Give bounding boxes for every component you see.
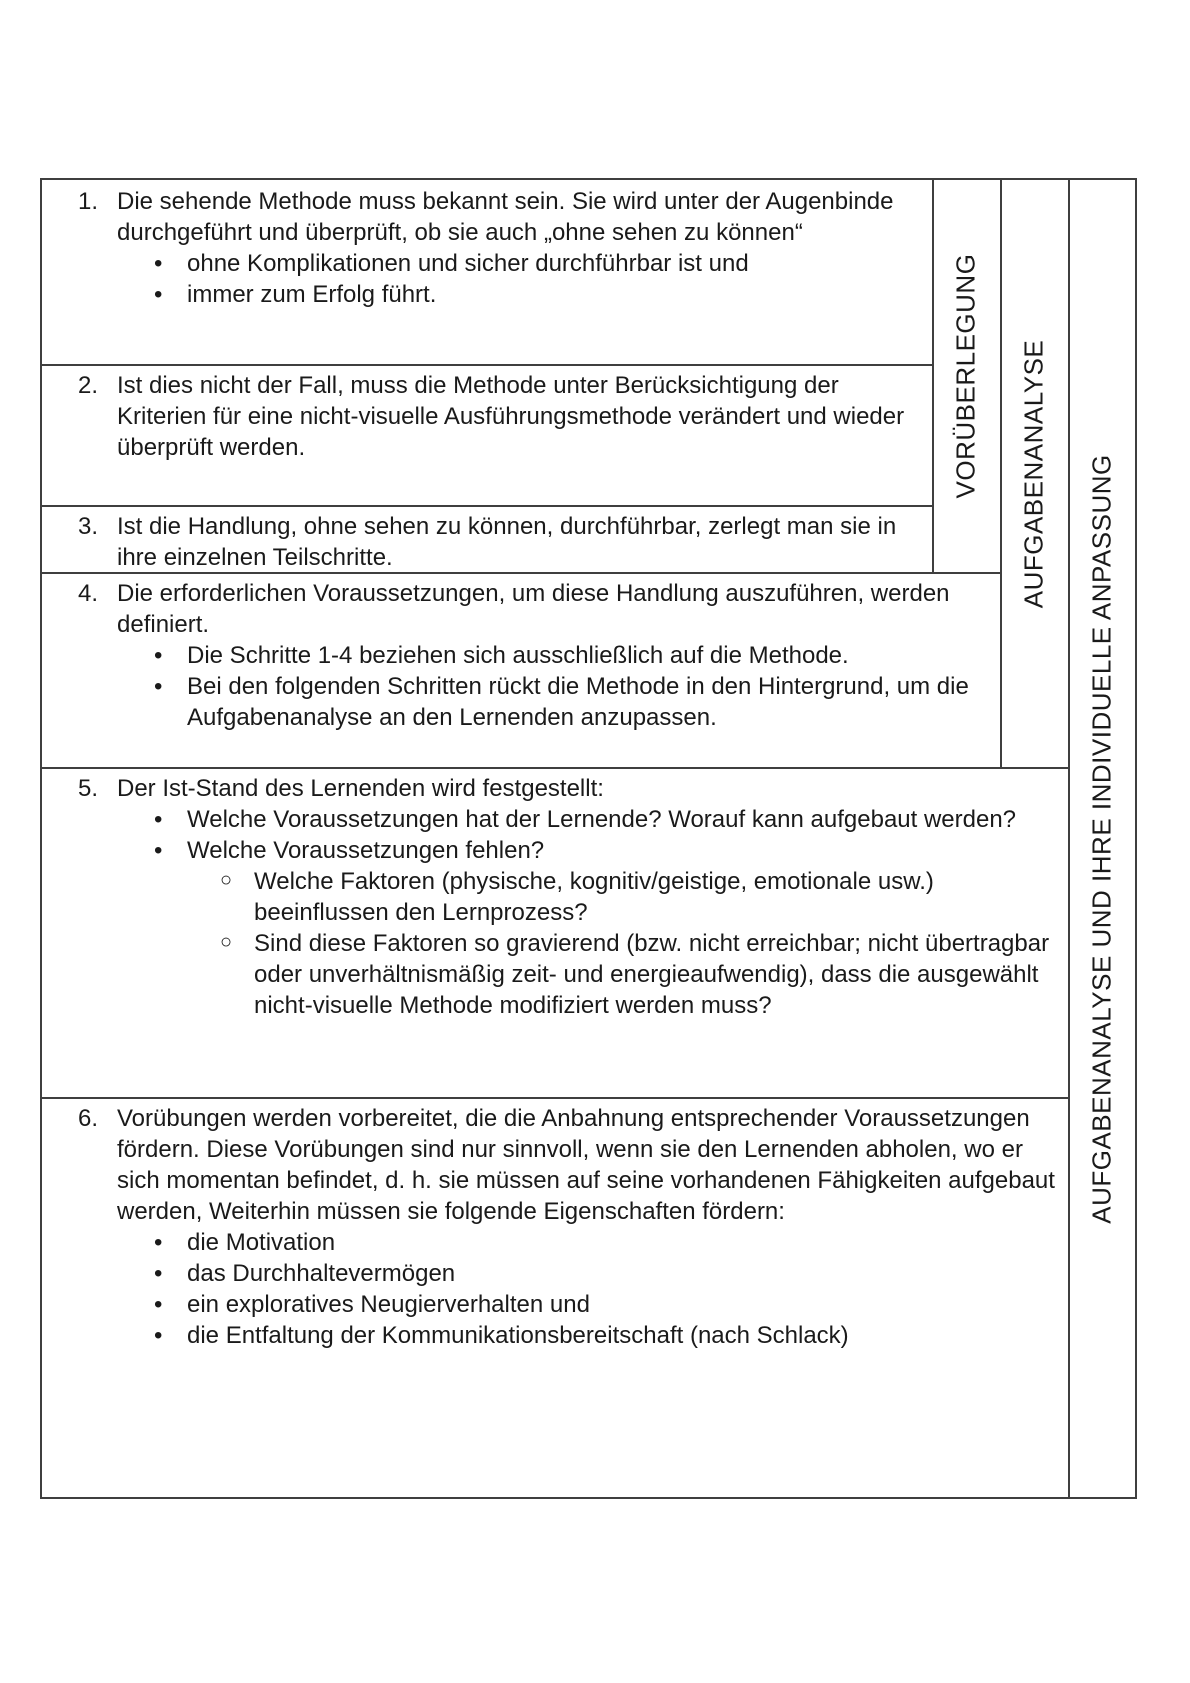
table-cell-step-2 [42, 364, 934, 507]
list-number: 1. [78, 188, 99, 215]
table-cell-step-1 [42, 180, 934, 366]
bullet-text: Welche Voraussetzungen hat der Lernende? Worauf kann aufgebaut werden? [187, 806, 1017, 833]
list-number: 2. [78, 372, 99, 399]
list-item [42, 279, 932, 310]
bullet-text: ohne Komplikationen und sicher durchführbar ist und [187, 250, 749, 277]
table-cell-step-6 [42, 1097, 1070, 1497]
bullet-icon: • [154, 673, 163, 700]
list-item [42, 578, 1000, 640]
step-text: Ist dies nicht der Fall, muss die Methode unter Berücksichtigung der Kriterien für eine nicht-visuelle Ausführungsmethode verändert und wieder überprüft werden. [117, 372, 905, 461]
bullet-text: Welche Voraussetzungen fehlen? [187, 837, 545, 864]
list-item [42, 511, 932, 573]
list-item [42, 248, 932, 279]
list-number: 3. [78, 513, 99, 540]
phase-column-voruberlegung [932, 180, 1002, 574]
bullet-icon: • [154, 1291, 163, 1318]
list-item [42, 773, 1068, 804]
bullet-text: ein exploratives Neugierverhalten und [187, 1291, 590, 1318]
bullet-icon: • [154, 281, 163, 308]
list-number: 5. [78, 775, 99, 802]
phase-column-individuelle-anpassung [1068, 180, 1135, 1497]
list-item [42, 640, 1000, 671]
list-item [42, 370, 932, 463]
step-text: Die sehende Methode muss bekannt sein. Sie wird unter der Augenbinde durchgeführt und überprüft, ob sie auch „ohne sehen zu können“ [117, 188, 894, 246]
list-number: 4. [78, 580, 99, 607]
table-cell-step-4 [42, 572, 1002, 769]
list-item [42, 671, 1000, 733]
bullet-text: Welche Faktoren (physische, kognitiv/geistige, emotionale usw.) beeinflussen den Lernprozess? [254, 868, 934, 926]
bullet-icon: • [154, 1260, 163, 1287]
list-item [42, 186, 932, 248]
list-item [42, 1320, 1068, 1351]
phase-label: AUFGABENANALYSE [1018, 339, 1049, 608]
list-item [42, 866, 1068, 928]
list-item [42, 928, 1068, 1021]
phase-label: VORÜBERLEGUNG [950, 253, 981, 499]
bullet-text: die Entfaltung der Kommunikationsbereitschaft (nach Schlack) [187, 1322, 849, 1349]
table-cell-step-3 [42, 505, 934, 574]
table-cell-step-5 [42, 767, 1070, 1099]
bullet-text: Bei den folgenden Schritten rückt die Methode in den Hintergrund, um die Aufgabenanalyse an den Lernenden anzupassen. [187, 673, 969, 731]
bullet-icon: • [154, 642, 163, 669]
phase-label: AUFGABENANALYSE UND IHRE INDIVIDUELLE ANPASSUNG [1086, 453, 1116, 1224]
task-analysis-table [40, 178, 1137, 1499]
list-item [42, 1289, 1068, 1320]
list-item [42, 835, 1068, 866]
step-text: Die erforderlichen Voraussetzungen, um diese Handlung auszuführen, werden definiert. [117, 580, 950, 638]
list-item [42, 804, 1068, 835]
list-item [42, 1103, 1068, 1227]
bullet-icon: • [154, 806, 163, 833]
bullet-icon: • [154, 1229, 163, 1256]
bullet-icon: • [154, 837, 163, 864]
bullet-text: die Motivation [187, 1229, 336, 1256]
list-item [42, 1227, 1068, 1258]
step-text: Der Ist-Stand des Lernenden wird festgestellt: [117, 775, 604, 802]
bullet-text: Die Schritte 1-4 beziehen sich ausschließlich auf die Methode. [187, 642, 849, 669]
list-item [42, 1258, 1068, 1289]
phase-column-aufgabenanalyse [1000, 180, 1070, 769]
bullet-text: das Durchhaltevermögen [187, 1260, 456, 1287]
bullet-icon: • [154, 1322, 163, 1349]
bullet-text: Sind diese Faktoren so gravierend (bzw. nicht erreichbar; nicht übertragbar oder unverhältnismäßig zeit- und energieaufwendig), dass die ausgewählt nicht-visuelle Methode modifiziert werden muss? [254, 930, 1050, 1019]
step-text: Ist die Handlung, ohne sehen zu können, durchführbar, zerlegt man sie in ihre einzelnen Teilschritte. [117, 513, 897, 571]
bullet-text: immer zum Erfolg führt. [187, 281, 437, 308]
step-text: Vorübungen werden vorbereitet, die die Anbahnung entsprechender Voraussetzungen fördern. Diese Vorübungen sind nur sinnvoll, wenn sie den Lernenden abholen, wo er sich momentan befindet, d. h. sie müssen auf seine vorhandenen Fähigkeiten aufgebaut werden, Weiterhin müssen sie folgende Eigenschaften fördern: [117, 1105, 1055, 1225]
circle-bullet-icon: ○ [220, 931, 233, 953]
bullet-icon: • [154, 250, 163, 277]
circle-bullet-icon: ○ [220, 869, 233, 891]
list-number: 6. [78, 1105, 99, 1132]
